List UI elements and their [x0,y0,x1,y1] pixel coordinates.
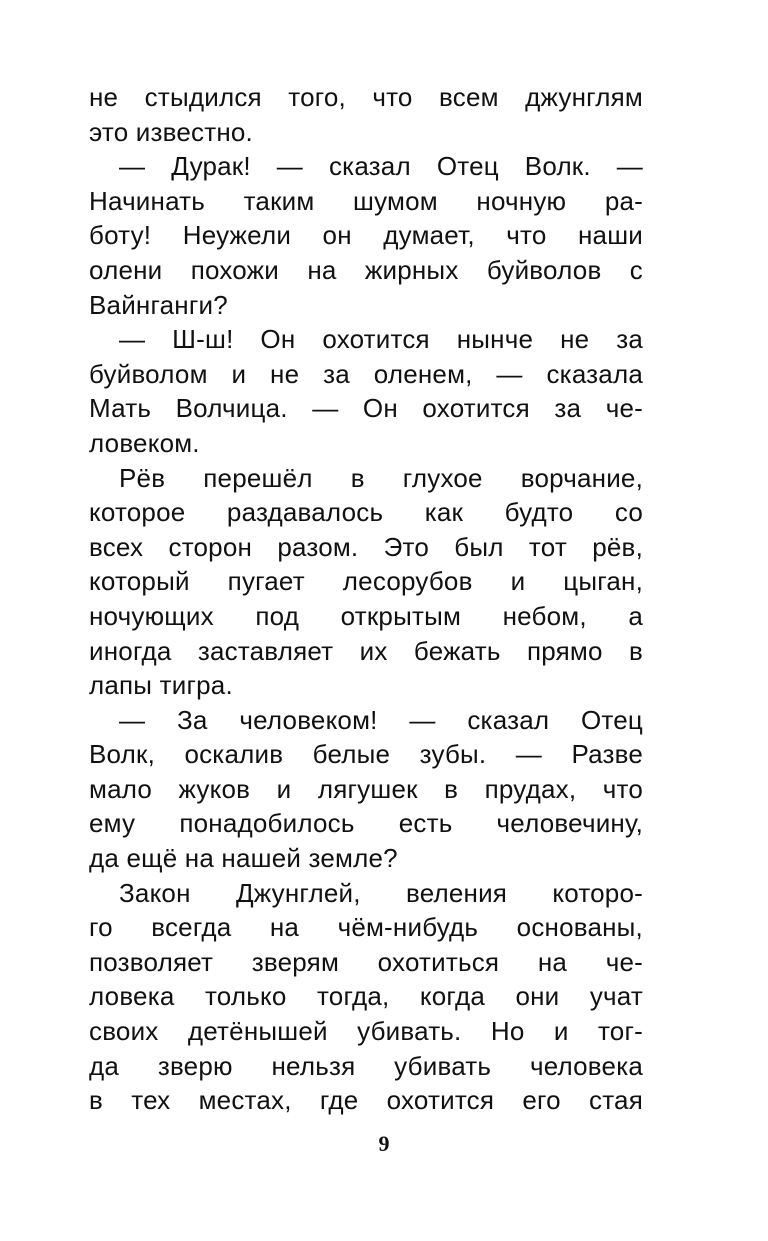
text-line: Начинать таким шумом ночную ра- [89,185,643,216]
paragraph [89,80,643,149]
text-line: ловека только тогда, когда они учат [89,981,643,1012]
text-line: буйволом и не за оленем, — сказала [89,358,643,389]
text-line: мало жуков и лягушек в прудах, что [89,773,643,804]
text-line: Рёв перешёл в глухое ворчание, [119,462,643,493]
text-line: в тех местах, где охотится его стая [89,1085,643,1116]
text-line: который пугает лесорубов и цыган, [89,566,643,597]
text-line: ночующих под открытым небом, а [89,600,643,631]
text-line: ему понадобилось есть человечину, [89,808,643,839]
paragraph [89,149,643,322]
text-line: Закон Джунглей, веления которо- [119,877,643,908]
text-line: да ещё на нашей земле? [89,843,398,874]
text-line: Вайнганги? [89,289,228,320]
text-line: иногда заставляет их бежать прямо в [89,635,643,666]
text-line: Мать Волчица. — Он охотится за че- [89,393,643,424]
text-line: да зверю нельзя убивать человека [89,1050,643,1081]
page-text [89,80,643,1118]
text-line: лапы тигра. [89,670,233,701]
page-number: 9 [378,1131,390,1156]
text-line: — Ш-ш! Он охотится нынче не за [119,324,643,355]
text-line: своих детёнышей убивать. Но и тог- [89,1016,643,1047]
text-line: — За человеком! — сказал Отец [119,704,643,735]
text-line: боту! Неужели он думает, что наши [89,220,643,251]
paragraph [89,461,643,703]
text-line: всех сторон разом. Это был тот рёв, [89,531,643,562]
text-line: которое раздавалось как будто со [89,497,643,528]
paragraph [89,322,643,460]
text-line: позволяет зверям охотиться на че- [89,946,643,977]
text-line: олени похожи на жирных буйволов с [89,254,643,285]
text-line: го всегда на чём-нибудь основаны, [89,912,643,943]
text-line: ловеком. [89,427,200,458]
text-line: это известно. [89,116,253,147]
text-line: Волк, оскалив белые зубы. — Разве [89,739,643,770]
paragraph [89,703,643,876]
text-line: — Дурак! — сказал Отец Волк. — [119,151,643,182]
paragraph [89,876,643,1118]
text-line: не стыдился того, что всем джунглям [89,82,643,112]
